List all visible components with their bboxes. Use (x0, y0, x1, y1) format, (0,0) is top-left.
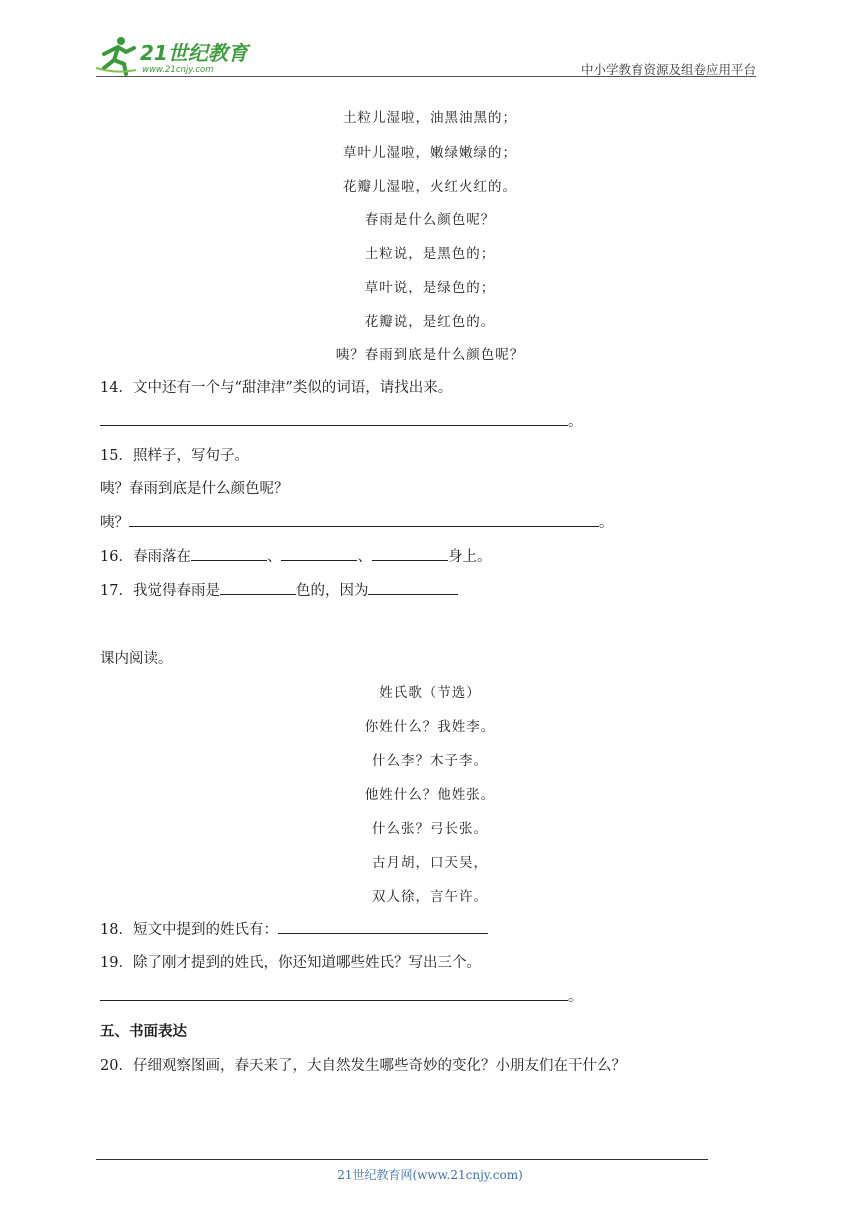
logo-url: www.21cnjy.com (142, 65, 214, 75)
poem-line: 土粒儿湿啦，油黑油黑的； (343, 110, 517, 126)
answer-line-15 (100, 511, 614, 532)
header-divider (96, 76, 756, 77)
poem-line: 他姓什么？他姓张。 (364, 787, 496, 803)
answer-blank[interactable] (100, 411, 568, 426)
period: 。 (599, 515, 614, 531)
answer-line-14 (100, 410, 583, 431)
question-text: 身上。 (447, 549, 492, 565)
separator: 、 (266, 549, 282, 565)
question-19: 19．除了刚才提到的姓氏，你还知道哪些姓氏？写出三个。 (100, 955, 481, 971)
logo-text: 21世纪教育 (140, 41, 248, 65)
poem-line: 花瓣说，是红色的。 (364, 314, 496, 330)
period: 。 (568, 989, 583, 1005)
question-text: 色的，因为 (295, 583, 369, 599)
answer-blank[interactable] (129, 512, 599, 527)
poem-line: 土粒说，是黑色的； (364, 246, 496, 262)
poem-line: 古月胡，口天吴， (372, 855, 488, 871)
answer-blank[interactable] (100, 986, 568, 1001)
question-text: 18．短文中提到的姓氏有： (100, 922, 278, 938)
poem-title: 姓氏歌（节选） (379, 685, 481, 701)
section-heading: 五、书面表达 (100, 1024, 187, 1040)
poem-line: 草叶儿湿啦，嫩绿嫩绿的； (343, 145, 517, 161)
header-platform-text: 中小学教育资源及组卷应用平台 (580, 62, 756, 77)
answer-blank[interactable] (220, 580, 296, 595)
poem-line: 咦？春雨到底是什么颜色呢？ (335, 347, 525, 363)
question-text: 17．我觉得春雨是 (100, 583, 220, 599)
poem-line: 双人徐，言午许。 (372, 889, 488, 905)
answer-blank[interactable] (372, 546, 448, 561)
footer-divider (96, 1159, 708, 1160)
answer-blank[interactable] (191, 546, 267, 561)
example-sentence: 咦？春雨到底是什么颜色呢？ (100, 481, 289, 497)
answer-blank[interactable] (368, 580, 458, 595)
answer-blank[interactable] (278, 919, 488, 934)
poem-line: 什么李？木子李。 (372, 753, 488, 769)
question-17 (100, 579, 458, 600)
page-header (96, 34, 756, 78)
period: 。 (568, 414, 583, 430)
answer-line-19 (100, 985, 583, 1006)
question-18 (100, 918, 488, 939)
question-16 (100, 545, 491, 566)
logo-21cnjy (96, 34, 266, 78)
answer-blank[interactable] (281, 546, 357, 561)
separator: 、 (357, 549, 372, 565)
poem-line: 草叶说，是绿色的； (364, 280, 496, 296)
question-20: 20．仔细观察图画，春天来了，大自然发生哪些奇妙的变化？小朋友们在干什么？ (100, 1058, 626, 1074)
question-15: 15．照样子，写句子。 (100, 448, 249, 464)
poem-line: 春雨是什么颜色呢？ (364, 212, 496, 228)
poem-line: 花瓣儿湿啦，火红火红的。 (343, 179, 517, 195)
question-text: 16．春雨落在 (100, 549, 191, 565)
sentence-prefix: 咦？ (100, 515, 129, 531)
poem-line: 什么张？弓长张。 (372, 821, 488, 837)
reading-intro: 课内阅读。 (100, 651, 173, 667)
footer-link[interactable]: 21世纪教育网(www.21cnjy.com) (337, 1168, 523, 1182)
question-14: 14．文中还有一个与“甜津津”类似的词语，请找出来。 (100, 380, 453, 396)
poem-line: 你姓什么？我姓李。 (364, 719, 496, 735)
